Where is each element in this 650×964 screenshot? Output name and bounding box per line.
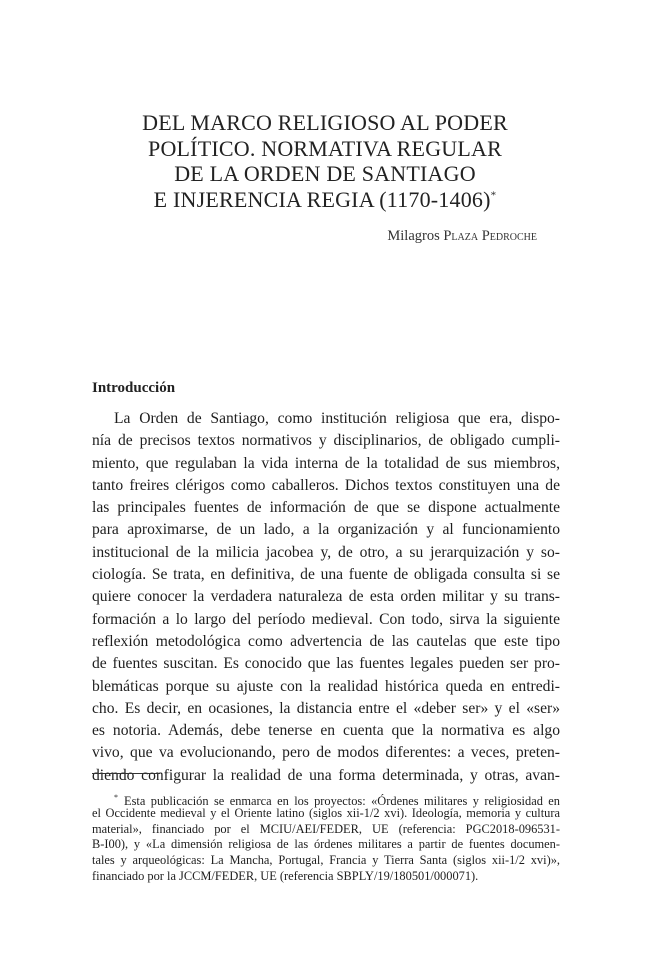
footnote-line: financiado por la JCCM/FEDER, UE (referencia SBPLY/19/180501/000071). (92, 868, 479, 883)
footnote-line: B-I00), y «La dimensión religiosa de las órdenes militares a partir de fuentes documen- (92, 837, 560, 852)
body-line: nía de precisos textos normativos y disciplinarios, de obligado cumpli- (92, 432, 560, 450)
title-line-text: E INJERENCIA REGIA (1170-1406) (153, 186, 491, 212)
footnote-line: tales y arqueológicas: La Mancha, Portugal, Francia y Tierra Santa (siglos xii-1/2 xvi)», (92, 853, 560, 868)
body-line: diendo configurar la realidad de una forma determinada, y otras, avan- (92, 766, 560, 784)
body-line: blemáticas porque su ajuste con la realidad histórica queda en entredi- (92, 677, 560, 695)
body-line: quiere conocer la verdadera naturaleza de esta orden militar y su trans- (92, 588, 560, 606)
author-surname: Plaza Pedroche (443, 228, 537, 244)
footnote-line (92, 790, 560, 809)
body-line: las principales fuentes de información de que se dispone actualmente (92, 499, 560, 517)
body-line: cho. Es decir, en ocasiones, la distancia entre el «deber ser» y el «ser» (92, 699, 560, 717)
body-line: de fuentes suscitan. Es conocido que las fuentes legales pueden ser pro- (92, 655, 560, 673)
body-line: institucional de la milicia jacobea y, de otro, a su jerarquización y so- (92, 543, 560, 561)
body-line: tanto freires clérigos como caballeros. Dichos textos constituyen una de (92, 476, 560, 494)
body-line: reflexión metodológica como advertencia de las cautelas que este tipo (92, 632, 560, 650)
body-line: La Orden de Santiago, como institución religiosa que era, dispo- (114, 410, 560, 427)
footnote-marker: * (114, 793, 118, 802)
footnote-line: el Occidente medieval y el Oriente latino (siglos xii-1/2 xvi). Ideología, memoria y cultura (92, 805, 560, 820)
title-line: DE LA ORDEN DE SANTIAGO (174, 161, 476, 186)
body-line: vivo, que va evolucionando, pero de modos diferentes: a veces, preten- (92, 744, 560, 762)
body-line: es notoria. Además, debe tenerse en cuenta que la normativa es algo (92, 722, 560, 740)
footnote (92, 790, 560, 885)
body-line: miento, que regulaban la vida interna de la totalidad de sus miembros, (92, 454, 560, 472)
body-paragraph (92, 408, 560, 787)
footnote-separator (92, 773, 160, 774)
body-line: para aproximarse, de un lado, a la organización y al funcionamiento (92, 521, 560, 539)
body-line: formación a lo largo del período medieval. Con todo, sirva la siguiente (92, 610, 560, 628)
title-line-last (60, 187, 590, 213)
article-title (60, 110, 590, 212)
section-heading: Introducción (92, 380, 176, 396)
title-line: DEL MARCO RELIGIOSO AL PODER (142, 110, 508, 135)
title-footnote-marker[interactable]: * (490, 189, 497, 202)
footnote-line-text: Esta publicación se enmarca en los proyectos: «Órdenes militares y religiosidad en (124, 794, 560, 809)
author-given-name: Milagros (387, 228, 440, 244)
body-line: ciología. Se trata, en definitiva, de una fuente de obligada consulta si se (92, 566, 560, 584)
title-line: POLÍTICO. NORMATIVA REGULAR (148, 135, 502, 161)
author-name (387, 228, 537, 245)
footnote-line: material», financiado por el MCIU/AEI/FEDER, UE (referencia: PGC2018-096531- (92, 821, 560, 836)
